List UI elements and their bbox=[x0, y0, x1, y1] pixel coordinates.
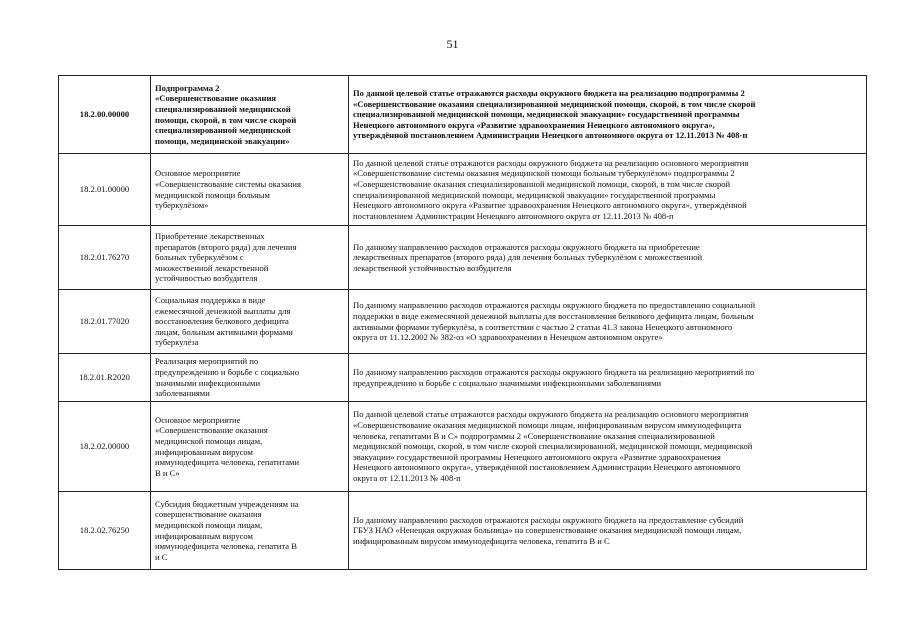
description-cell bbox=[349, 290, 867, 354]
text-line: По данному направлению расходов отражаются расходы окружного бюджета на реализацию мероприятий по bbox=[353, 366, 755, 377]
text-line: Основное мероприятие bbox=[155, 168, 241, 179]
text-line: округа от 11.12.2002 № 382-оз «О здравоохранении в Ненецком автономном округе» bbox=[353, 332, 663, 343]
text-line: инфицированным вирусом bbox=[155, 446, 253, 457]
text-line: «Совершенствование оказания bbox=[155, 93, 277, 104]
code-cell: 18.2.02.00000 bbox=[59, 402, 151, 492]
text-line: человека, гепатитами В и С» подпрограммы 2 «Совершенствование оказания специализированной bbox=[353, 430, 715, 441]
name-cell bbox=[151, 492, 349, 570]
text-line: «Совершенствование оказания специализированной медицинской помощи, скорой, в том числе скорой bbox=[353, 98, 756, 109]
text-line: «Совершенствование системы оказания bbox=[155, 178, 301, 189]
text-line: и С bbox=[155, 551, 168, 562]
text-line: По данной целевой статье отражаются расходы окружного бюджета на реализацию подпрограммы 2 bbox=[353, 88, 745, 99]
name-cell bbox=[151, 402, 349, 492]
text-line: множественной лекарственной bbox=[155, 262, 269, 273]
budget-classification-table bbox=[58, 75, 867, 570]
text-line: больных туберкулёзом с bbox=[155, 252, 244, 263]
text-line: По данному направлению расходов отражаются расходы окружного бюджета на приобретение bbox=[353, 241, 700, 252]
text-line: предупреждению и борьбе с социально значимыми инфекционными заболеваниями bbox=[353, 377, 662, 388]
name-cell bbox=[151, 354, 349, 402]
text-line: Ненецкого автономного округа «Развитие здравоохранения Ненецкого автономного округа», утверждённой bbox=[353, 200, 747, 211]
text-line: Ненецкого автономного округа «Развитие здравоохранения Ненецкого автономного округа», bbox=[353, 119, 715, 130]
text-line: инфицированным вирусом иммунодефицита человека, гепатита В и С bbox=[353, 535, 610, 546]
text-line: медицинской помощи лицам, bbox=[155, 435, 263, 446]
text-line: помощи, скорой, в том числе скорой bbox=[155, 114, 297, 125]
code-cell: 18.2.01.77020 bbox=[59, 290, 151, 354]
text-line: специализированной медицинской bbox=[155, 125, 291, 136]
text-line: «Совершенствование оказания bbox=[155, 425, 268, 436]
code-cell: 18.2.01.76270 bbox=[59, 226, 151, 290]
text-line: помощи, медицинской эвакуации» bbox=[155, 135, 290, 146]
table-row bbox=[59, 290, 867, 354]
text-line: Основное мероприятие bbox=[155, 414, 241, 425]
text-line: постановлением Администрации Ненецкого автономного округа от 12.11.2013 № 408-п bbox=[353, 210, 674, 221]
text-line: лицам, больным активными формами bbox=[155, 326, 293, 337]
table-row bbox=[59, 226, 867, 290]
name-cell bbox=[151, 154, 349, 226]
text-line: Субсидия бюджетным учреждениям на bbox=[155, 498, 299, 509]
text-line: специализированной медицинской bbox=[155, 103, 291, 114]
text-line: лекарственных препаратов (второго ряда) для лечения больных туберкулёзом с множественной bbox=[353, 252, 703, 263]
code-cell: 18.2.01.00000 bbox=[59, 154, 151, 226]
description-cell bbox=[349, 76, 867, 154]
table-body bbox=[59, 76, 867, 570]
description-cell bbox=[349, 354, 867, 402]
text-line: медицинской помощи лицам, bbox=[155, 519, 263, 530]
text-line: Реализация мероприятий по bbox=[155, 356, 259, 367]
text-line: совершенствование оказания bbox=[155, 509, 262, 520]
text-line: эвакуации» государственной программы Ненецкого автономного округа «Развитие здравоохранения bbox=[353, 451, 721, 462]
text-line: медицинской помощи больным bbox=[155, 189, 270, 200]
code-cell: 18.2.00.00000 bbox=[59, 76, 151, 154]
text-line: иммунодефицита человека, гепатитами bbox=[155, 457, 300, 468]
code-cell: 18.2.01.R2020 bbox=[59, 354, 151, 402]
text-line: утверждённой постановлением Администрации Ненецкого автономного округа от 12.11.2013 № 408-п bbox=[353, 130, 748, 141]
text-line: По данной целевой статье отражаются расходы окружного бюджета на реализацию основного мероприятия bbox=[353, 157, 749, 168]
text-line: туберкулёза bbox=[155, 337, 199, 348]
text-line: активными формами туберкулёза, в соответствии с частью 2 статьи 41.3 закона Ненецкого автономного bbox=[353, 321, 733, 332]
text-line: По данному направлению расходов отражаются расходы окружного бюджета на предоставление субсидий bbox=[353, 514, 744, 525]
text-line: «Совершенствование оказания специализированной медицинской помощи, скорой, в том числе скорой bbox=[353, 178, 731, 189]
text-line: Подпрограмма 2 bbox=[155, 82, 220, 93]
text-line: округа от 12.11.2013 № 408-п bbox=[353, 472, 461, 483]
name-cell bbox=[151, 290, 349, 354]
text-line: устойчивостью возбудителя bbox=[155, 273, 258, 284]
text-line: ежемесячной денежной выплаты для bbox=[155, 305, 291, 316]
text-line: Ненецкого автономного округа», утверждённой постановлением Администрации Ненецкого автономного bbox=[353, 462, 741, 473]
page-number: 51 bbox=[446, 37, 459, 51]
text-line: лекарственной устойчивостью возбудителя bbox=[353, 262, 512, 273]
text-line: специализированной медицинской помощи, медицинской эвакуации» государственной программы bbox=[353, 189, 716, 200]
name-cell bbox=[151, 226, 349, 290]
table-row bbox=[59, 76, 867, 154]
text-line: восстановления белкового дефицита bbox=[155, 316, 289, 327]
description-cell bbox=[349, 154, 867, 226]
description-cell bbox=[349, 492, 867, 570]
text-line: По данной целевой статье отражаются расходы окружного бюджета на реализацию основного мероприятия bbox=[353, 409, 749, 420]
text-line: Социальная поддержка в виде bbox=[155, 295, 266, 306]
description-cell bbox=[349, 402, 867, 492]
text-line: иммунодефицита человека, гепатита В bbox=[155, 541, 297, 552]
table-row bbox=[59, 154, 867, 226]
text-line: туберкулёзом» bbox=[155, 200, 209, 211]
name-cell bbox=[151, 76, 349, 154]
text-line: «Совершенствование оказания медицинской помощи лицам, инфицированным вирусом иммунодефицита bbox=[353, 420, 742, 431]
text-line: заболеваниями bbox=[155, 388, 210, 399]
text-line: предупреждению и борьбе с социально bbox=[155, 366, 299, 377]
text-line: ГБУЗ НАО «Ненецкая окружная больница» на совершенствование оказания медицинской помощи лицам, bbox=[353, 525, 742, 536]
text-line: поддержки в виде ежемесячной денежной выплаты для восстановления белкового дефицита лицам, больным bbox=[353, 310, 754, 321]
description-cell bbox=[349, 226, 867, 290]
text-line: препаратов (второго ряда) для лечения bbox=[155, 241, 297, 252]
text-line: медицинской помощи, скорой, в том числе скорой специализированной, медицинской помощи, медицинской bbox=[353, 441, 753, 452]
text-line: инфицированным вирусом bbox=[155, 530, 253, 541]
table-row bbox=[59, 402, 867, 492]
text-line: «Совершенствование системы оказания медицинской помощи больным туберкулёзом» подпрограммы 2 bbox=[353, 168, 735, 179]
text-line: значимыми инфекционными bbox=[155, 377, 261, 388]
table-row bbox=[59, 492, 867, 570]
code-cell: 18.2.02.76250 bbox=[59, 492, 151, 570]
table-row bbox=[59, 354, 867, 402]
text-line: По данному направлению расходов отражаются расходы окружного бюджета по предоставлению социальной bbox=[353, 300, 756, 311]
text-line: Приобретение лекарственных bbox=[155, 231, 265, 242]
text-line: В и С» bbox=[155, 467, 180, 478]
text-line: специализированной медицинской помощи, медицинской эвакуации» государственной программы bbox=[353, 109, 740, 120]
